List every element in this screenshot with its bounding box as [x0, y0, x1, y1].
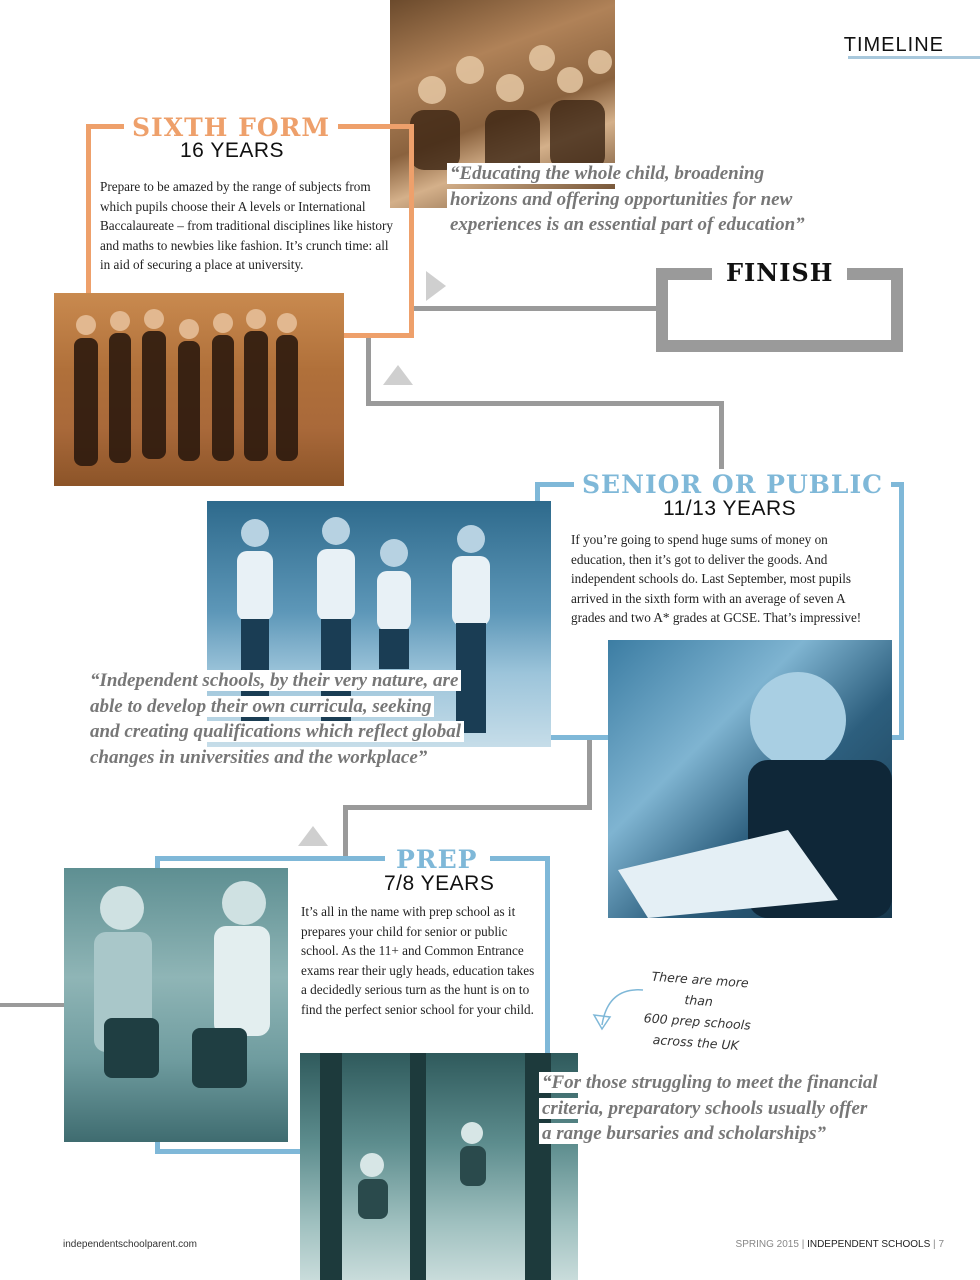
prep-trees-photo [300, 1053, 578, 1280]
quote-line: “For those struggling to meet the financial [539, 1072, 881, 1093]
quote-line: a range bursaries and scholarships” [539, 1123, 829, 1144]
senior-studying-photo [608, 640, 892, 918]
senior-body: If you’re going to spend huge sums of money on education, then it’s got to deliver the goods. And independent schools do. Last September, most pupils arrived in the sixth form with an average of seven A grades and two A* grades at GCSE. That’s impressive! [571, 532, 862, 625]
footer-website[interactable]: independentschoolparent.com [63, 1239, 197, 1250]
section-title-underline [848, 56, 980, 59]
prep-children-photo [64, 868, 288, 1142]
quote-line: able to develop their own curricula, seeking [87, 696, 434, 717]
quote-line: horizons and offering opportunities for new [447, 189, 795, 210]
quote-line: and creating qualifications which reflect global [87, 721, 464, 742]
footer-magazine: INDEPENDENT SCHOOLS [807, 1239, 931, 1250]
sixth-form-body: Prepare to be amazed by the range of subjects from which pupils choose their A levels or International Baccalaureate – from traditional disciplines like history and maths to newbies like fashion. It’s crunch time: all in aid of securing a place at university. [100, 179, 393, 272]
prep-fact-note [631, 965, 765, 1058]
section-title: TIMELINE [843, 34, 944, 56]
arrow-right-icon [426, 271, 446, 301]
prep-body: It’s all in the name with prep school as it prepares your child for senior or public school. As the 11+ and Common Entrance exams rear their ugly heads, education takes a decidedly serious turn as the hunt is on to find the perfect senior school for your child. [301, 904, 535, 1017]
sixth-form-years: 16 YEARS [180, 139, 285, 162]
quote-line: “Independent schools, by their very nature, are [87, 670, 461, 691]
senior-years: 11/13 YEARS [663, 497, 797, 520]
prep-years: 7/8 YEARS [384, 872, 495, 895]
note-line: There are more than [651, 968, 750, 1009]
footer-issue: SPRING 2015 [735, 1239, 799, 1250]
arrow-up-icon [298, 826, 328, 846]
footer-folio [736, 1239, 944, 1250]
arrow-up-icon [383, 365, 413, 385]
senior-heading: SENIOR OR PUBLIC [574, 470, 891, 499]
footer-separator: | [801, 1239, 808, 1250]
sixth-form-walking-photo [54, 293, 344, 486]
note-line: 600 prep schools [643, 1010, 752, 1033]
footer-separator: | [933, 1239, 939, 1250]
note-line: across the UK [652, 1031, 740, 1053]
quote-line: “Educating the whole child, broadening [447, 163, 767, 184]
prep-heading: PREP [388, 845, 485, 874]
quote-line: changes in universities and the workplace” [87, 747, 430, 768]
quote-line: experiences is an essential part of education” [447, 214, 808, 235]
prep-quote [539, 1070, 939, 1147]
finish-label: FINISH [712, 258, 847, 287]
senior-quote [87, 668, 507, 770]
sixth-form-heading: SIXTH FORM [124, 113, 338, 142]
footer-page-number: 7 [938, 1239, 944, 1250]
quote-line: criteria, preparatory schools usually offer [539, 1098, 870, 1119]
curved-arrow-icon [588, 985, 648, 1035]
sixth-form-quote [447, 161, 867, 238]
